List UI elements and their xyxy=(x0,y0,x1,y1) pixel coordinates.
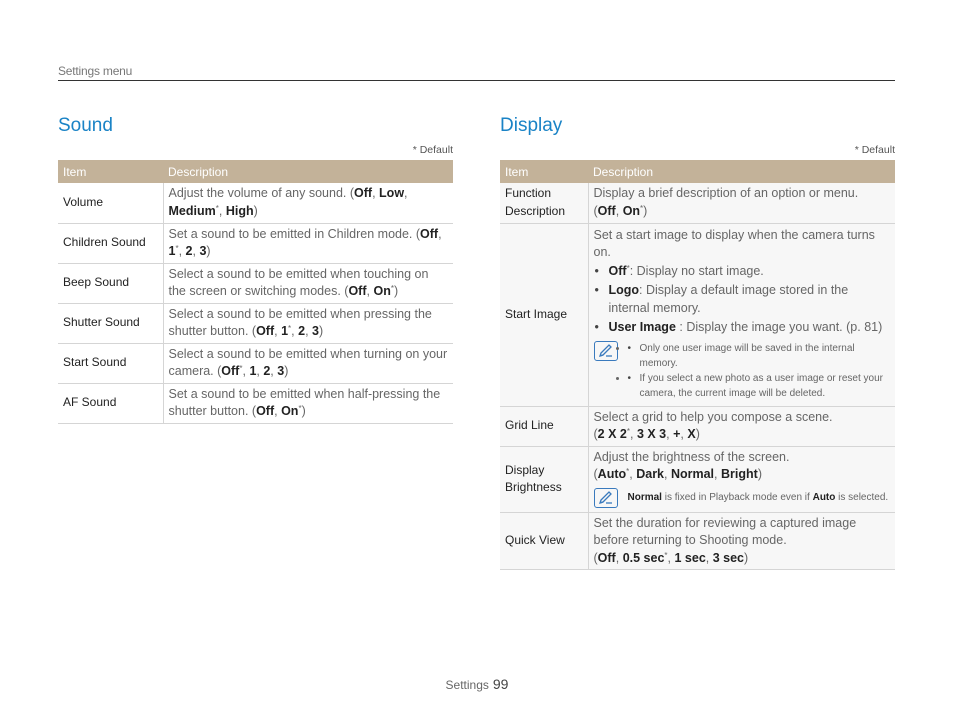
option-value: Low xyxy=(379,186,405,201)
option-text: : Display the image you want. (p. 81) xyxy=(675,320,883,334)
note-box xyxy=(594,488,891,508)
option-value: 1 xyxy=(281,324,289,338)
item-label: Display Brightness xyxy=(500,446,588,512)
option-value: Off xyxy=(256,404,275,418)
option-value: Normal xyxy=(670,467,715,481)
desc-text: Set a sound to be emitted in Children mode. xyxy=(168,226,413,241)
table-header-row xyxy=(500,160,895,183)
option-value: X xyxy=(687,427,696,441)
option-value: 2 xyxy=(263,364,271,378)
option-value: 3 xyxy=(312,324,319,338)
option-value: 1 xyxy=(168,244,176,258)
list-item xyxy=(594,319,891,337)
desc-text: Set a start image to display when the camera turns on. xyxy=(593,227,875,259)
item-label: Shutter Sound xyxy=(58,303,163,343)
default-mark: * xyxy=(626,263,630,273)
note-bold: Auto xyxy=(812,491,836,503)
option-value: 1 sec xyxy=(674,550,706,565)
note-box xyxy=(594,341,891,401)
item-description xyxy=(588,223,895,406)
option-value: Off xyxy=(597,203,616,218)
sound-section xyxy=(58,112,453,424)
default-mark: * xyxy=(175,244,179,253)
page-number: 99 xyxy=(492,676,509,692)
desc-text: Select a sound to be emitted when turning on your camera. xyxy=(168,346,448,378)
table-row xyxy=(500,183,895,223)
desc-text: Display a brief description of an option or menu. xyxy=(593,186,859,201)
desc-text: Select a sound to be emitted when pressing the shutter button. xyxy=(168,306,432,338)
option-value: On xyxy=(373,284,391,298)
display-section xyxy=(500,112,895,570)
note-text xyxy=(628,488,889,505)
item-description: Select a sound to be emitted when pressing the shutter button. (Off, 1*, 2, 3) xyxy=(163,303,453,343)
option-value: Dark xyxy=(636,467,665,481)
table-row xyxy=(58,183,453,223)
default-mark: * xyxy=(390,284,394,293)
note-item: • • If you select a new photo as a user image or reset your camera, the current image will be deleted. xyxy=(628,371,891,401)
option-value: Medium xyxy=(168,203,216,218)
option-value: 2 X 2 xyxy=(597,427,627,441)
table-row xyxy=(58,343,453,383)
option-value: Off xyxy=(221,364,240,378)
option-value: 2 xyxy=(185,244,193,258)
table-row xyxy=(500,512,895,570)
table-row xyxy=(58,383,453,423)
item-description: Set the duration for reviewing a captured image before returning to Shooting mode. (Off, 0.5 sec*, 1 sec, 3 sec) xyxy=(588,512,895,570)
item-label: AF Sound xyxy=(58,383,163,423)
table-row xyxy=(58,223,453,263)
list-item xyxy=(594,263,891,281)
option-value: On xyxy=(281,404,299,418)
option-value: Logo xyxy=(608,283,640,297)
desc-text: Set the duration for reviewing a captured image before returning to Shooting mode. xyxy=(593,515,857,547)
page-header xyxy=(58,62,895,81)
note-pencil-icon xyxy=(594,488,618,508)
item-description: Display a brief description of an option or menu. (Off, On*) xyxy=(588,183,895,223)
item-label: Children Sound xyxy=(58,223,163,263)
item-label: Quick View xyxy=(500,512,588,570)
option-value: 2 xyxy=(298,324,306,338)
display-table xyxy=(500,160,895,570)
option-value: 3 xyxy=(277,364,285,378)
default-mark: * xyxy=(640,203,644,213)
item-label: Start Image xyxy=(500,223,588,406)
note-span: is fixed in Playback mode even if xyxy=(661,491,813,503)
option-value: 3 sec xyxy=(712,550,744,565)
item-label: Volume xyxy=(58,183,163,223)
option-value: User Image xyxy=(608,320,676,334)
item-label: Beep Sound xyxy=(58,263,163,303)
item-description: Select a grid to help you compose a scene. (2 X 2*, 3 X 3, +, X) xyxy=(588,406,895,446)
table-row xyxy=(58,263,453,303)
col-header-description: Description xyxy=(588,160,895,183)
desc-text: Select a sound to be emitted when touching on the screen or switching modes. xyxy=(168,266,429,298)
col-header-item: Item xyxy=(500,160,588,183)
option-value: 1 xyxy=(249,364,257,378)
option-value: On xyxy=(622,203,641,218)
sound-default-note: * Default xyxy=(412,144,453,156)
default-mark: * xyxy=(215,203,219,213)
option-text: : Display a default image stored in the internal memory. xyxy=(608,283,849,315)
display-title: Display xyxy=(500,115,563,136)
sound-table xyxy=(58,160,453,424)
default-mark: * xyxy=(626,427,630,436)
default-mark: * xyxy=(288,324,292,333)
table-row xyxy=(500,223,895,406)
option-value: Off xyxy=(256,324,275,338)
note-list xyxy=(628,341,891,401)
item-description: Select a sound to be emitted when turning on your camera. (Off*, 1, 2, 3) xyxy=(163,343,453,383)
list-item xyxy=(594,282,891,317)
option-value: 0.5 sec xyxy=(622,550,665,565)
option-value: High xyxy=(225,203,254,218)
item-description: Select a sound to be emitted when touching on the screen or switching modes. (Off, On*) xyxy=(163,263,453,303)
default-mark: * xyxy=(664,550,668,560)
note-bold: Normal xyxy=(627,491,662,503)
item-label: Start Sound xyxy=(58,343,163,383)
item-description: Set a sound to be emitted in Children mode. (Off, 1*, 2, 3) xyxy=(163,223,453,263)
default-mark: * xyxy=(626,467,630,476)
col-header-item: Item xyxy=(58,160,163,183)
table-row xyxy=(58,303,453,343)
sound-table-body xyxy=(58,183,453,423)
option-value: Off xyxy=(348,284,367,298)
page-footer xyxy=(0,676,954,692)
default-mark: * xyxy=(298,404,302,413)
desc-text: Select a grid to help you compose a scene. xyxy=(593,409,833,424)
item-description: Adjust the brightness of the screen. (Auto*, Dark, Normal, Bright) Normal is fixed in Playback mode even if Auto is selected. xyxy=(588,446,895,512)
footer-label: Settings xyxy=(445,678,489,692)
item-label: Grid Line xyxy=(500,406,588,446)
option-value: Bright xyxy=(721,467,758,481)
table-row xyxy=(500,446,895,512)
item-description: Set a sound to be emitted when half-pressing the shutter button. (Off, On*) xyxy=(163,383,453,423)
option-value: Off xyxy=(608,263,627,278)
desc-text: Set a sound to be emitted when half-pressing the shutter button. xyxy=(168,386,441,418)
option-value: Off xyxy=(420,226,439,241)
section-label: Settings menu xyxy=(58,64,133,78)
item-description: Adjust the volume of any sound. (Off, Low, Medium*, High) xyxy=(163,183,453,223)
col-header-description: Description xyxy=(163,160,453,183)
option-list xyxy=(594,263,891,337)
note-item: • • Only one user image will be saved in the internal memory. xyxy=(628,341,891,371)
item-label: Function Description xyxy=(500,183,588,223)
sound-title: Sound xyxy=(58,115,113,136)
option-value: 3 xyxy=(199,244,207,258)
option-value: Auto xyxy=(597,467,627,481)
table-row xyxy=(500,406,895,446)
display-default-note: * Default xyxy=(854,144,895,156)
option-text: : Display no start image. xyxy=(629,263,764,278)
option-value: + xyxy=(673,427,681,441)
desc-text: Adjust the brightness of the screen. xyxy=(593,449,790,464)
note-span: is selected. xyxy=(835,491,889,503)
default-mark: * xyxy=(239,364,243,373)
option-value: Off xyxy=(354,186,373,201)
option-value: Off xyxy=(597,550,616,565)
table-header-row xyxy=(58,160,453,183)
desc-text: Adjust the volume of any sound. xyxy=(168,186,347,201)
option-value: 3 X 3 xyxy=(636,427,667,441)
